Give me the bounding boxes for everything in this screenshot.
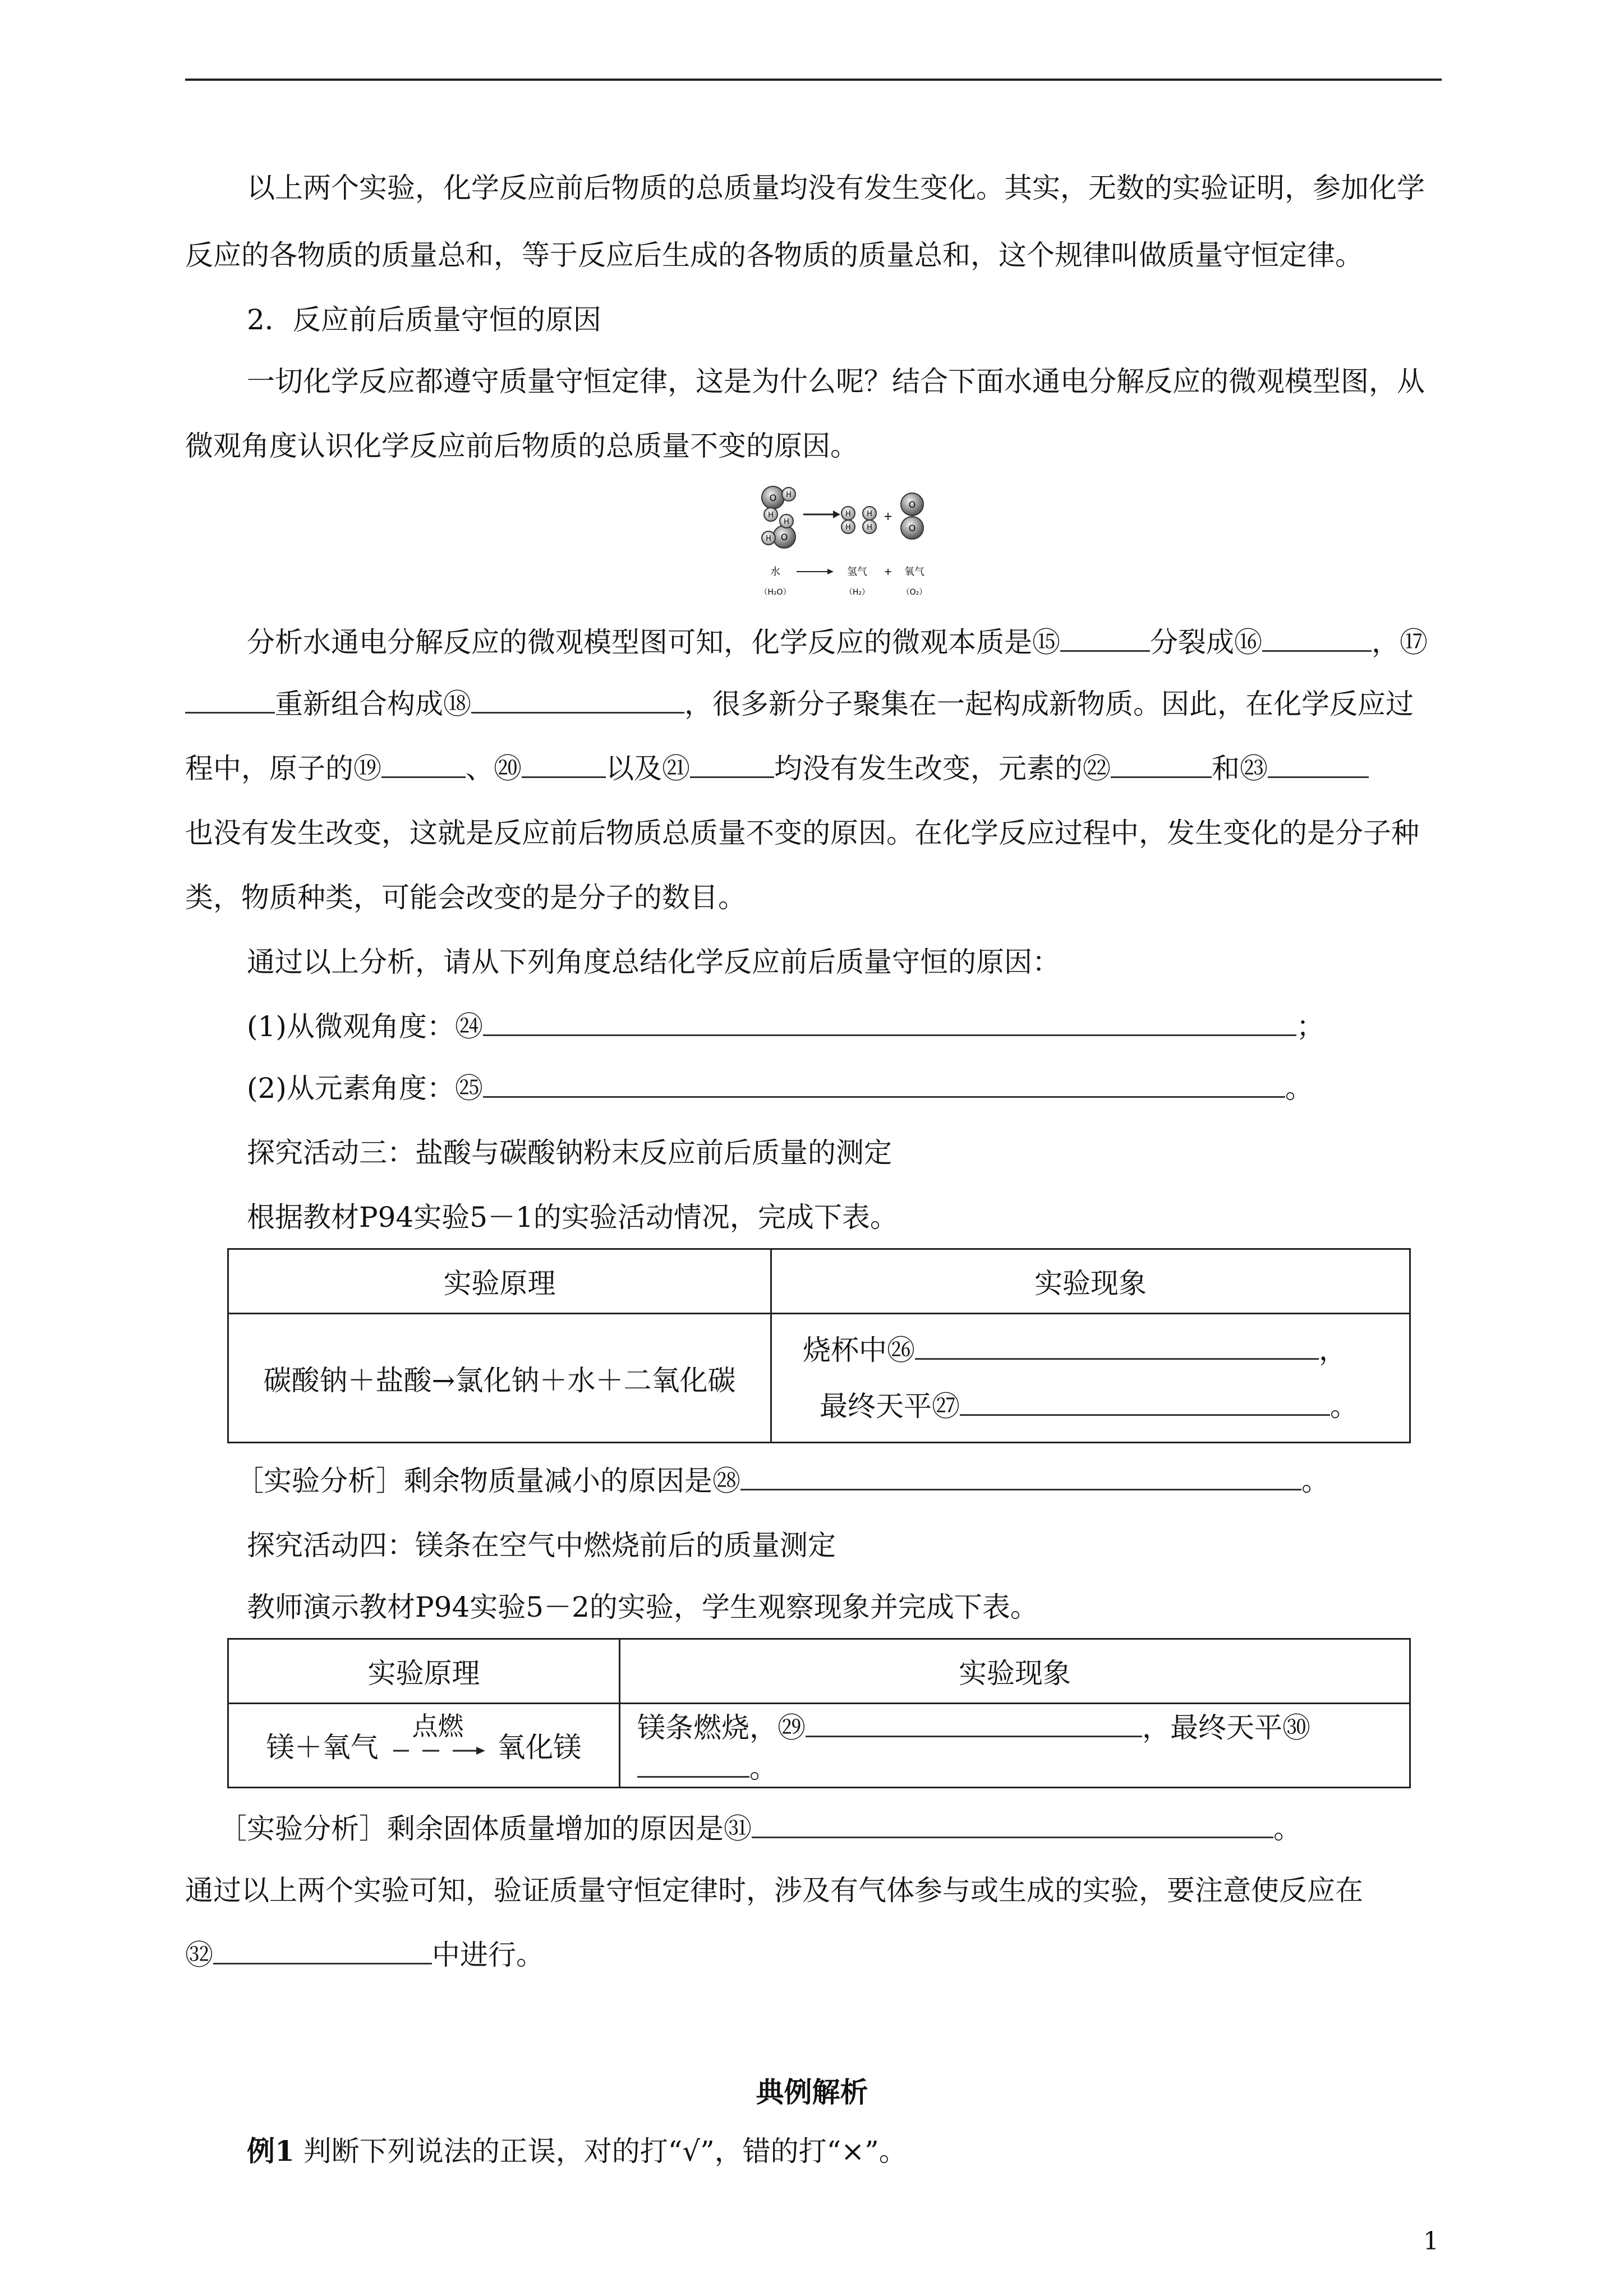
table4-header-phenomenon: 实验现象 <box>620 1639 1410 1704</box>
examples-heading: 典例解析 <box>756 2076 868 2109</box>
svg-text:O: O <box>769 493 777 503</box>
activity3-table <box>227 1248 1411 1443</box>
table3-principle: 碳酸钠＋盐酸→氯化钠＋水＋二氧化碳 <box>228 1314 771 1443</box>
label-arrow-icon <box>797 569 834 574</box>
summary-intro: 通过以上分析，请从下列角度总结化学反应前后质量守恒的原因： <box>247 946 1060 978</box>
activity3-analysis: ［实验分析］剩余物质量减小的原因是㉘ 。 <box>236 1461 1442 1501</box>
analysis-line3: 程中，原子的⑲ 、⑳ 以及㉑ 均没有发生改变，元素的㉒ 和㉓ <box>185 749 1442 788</box>
analysis-line4: 也没有发生改变，这就是反应前后物质总质量不变的原因。在化学反应过程中，发生变化的是分子种 <box>185 817 1419 849</box>
blank-24[interactable] <box>483 1007 1296 1036</box>
ignite-arrow: 点燃 <box>388 1733 489 1766</box>
blank-22[interactable] <box>1111 749 1212 778</box>
blank-30[interactable] <box>637 1749 749 1778</box>
label-oxygen: 氧气 <box>904 566 924 578</box>
para2-line2: 微观角度认识化学反应前后物质的总质量不变的原因。 <box>185 430 858 462</box>
conclusion-line1: 通过以上两个实验可知，验证质量守恒定律时，涉及有气体参与或生成的实验，要注意使反应在 <box>185 1874 1363 1907</box>
table3-header-principle: 实验原理 <box>228 1249 771 1314</box>
svg-text:H: H <box>766 535 771 543</box>
summary-q2: (2)从元素角度：㉕ 。 <box>247 1069 1442 1108</box>
activity3-intro: 根据教材P94实验5－1的实验活动情况，完成下表。 <box>247 1201 898 1234</box>
water-electrolysis-diagram <box>752 480 954 609</box>
svg-text:H: H <box>784 518 789 526</box>
activity4-analysis: ［实验分析］剩余固体质量增加的原因是㉛ 。 <box>219 1809 1442 1848</box>
para1-line1: 以上两个实验，化学反应前后物质的总质量均没有发生变化。其实，无数的实验证明，参加化学 <box>247 172 1425 204</box>
blank-19[interactable] <box>381 749 466 778</box>
svg-text:O: O <box>908 523 916 533</box>
table4-header-principle: 实验原理 <box>228 1639 620 1704</box>
blank-18[interactable] <box>471 685 684 714</box>
blank-31[interactable] <box>752 1810 1273 1838</box>
formula-oxygen: （O₂） <box>901 588 927 597</box>
section-2-title: 2．反应前后质量守恒的原因 <box>247 303 601 336</box>
formula-water: （H₂O） <box>760 588 791 597</box>
blank-32[interactable] <box>213 1936 432 1964</box>
blank-21[interactable] <box>690 749 774 778</box>
blank-27[interactable] <box>960 1387 1330 1416</box>
hydrogen-molecule-2 <box>863 507 876 533</box>
table3-header-phenomenon: 实验现象 <box>771 1249 1410 1314</box>
svg-text:H: H <box>786 491 792 499</box>
analysis-line2: 重新组合构成⑱ ，很多新分子聚集在一起构成新物质。因此，在化学反应过 <box>185 684 1442 724</box>
activity4-table <box>227 1638 1411 1788</box>
analysis-line5: 类，物质种类，可能会改变的是分子的数目。 <box>185 881 746 914</box>
conclusion-line2: ㉜ 中进行。 <box>185 1935 1442 1975</box>
hydrogen-molecule-1 <box>841 507 855 533</box>
activity4-title: 探究活动四：镁条在空气中燃烧前后的质量测定 <box>247 1529 836 1562</box>
blank-15[interactable] <box>1060 623 1150 652</box>
svg-text:H: H <box>867 523 872 532</box>
activity3-title: 探究活动三：盐酸与碳酸钠粉末反应前后质量的测定 <box>247 1137 892 1169</box>
reaction-arrow-icon <box>388 1745 489 1756</box>
label-water: 水 <box>770 566 780 578</box>
svg-text:H: H <box>867 510 872 518</box>
table4-principle: 镁＋氧气 点燃 氧化镁 <box>228 1704 620 1788</box>
svg-text:O: O <box>908 499 916 510</box>
plus-sign: + <box>883 509 893 523</box>
svg-text:O: O <box>780 532 788 542</box>
analysis-line1: 分析水通电分解反应的微观模型图可知，化学反应的微观本质是⑮ 分裂成⑯ ，⑰ <box>247 623 1442 662</box>
blank-29[interactable] <box>806 1709 1142 1737</box>
table4-phenomenon: 镁条燃烧，㉙ ，最终天平㉚。 <box>620 1704 1410 1788</box>
blank-28[interactable] <box>740 1462 1301 1490</box>
blank-25[interactable] <box>483 1069 1285 1098</box>
table3-phenomenon <box>771 1314 1410 1443</box>
blank-20[interactable] <box>522 749 606 778</box>
example-1 <box>247 2132 1442 2171</box>
svg-text:H: H <box>768 511 774 519</box>
formula-hydrogen: （H₂） <box>844 588 870 597</box>
table3-phenomenon-line1: 烧杯中㉖ ， <box>789 1331 1392 1370</box>
para2-line1: 一切化学反应都遵守质量守恒定律，这是为什么呢？结合下面水通电分解反应的微观模型图，从 <box>247 365 1425 398</box>
activity4-intro: 教师演示教材P94实验5－2的实验，学生观察现象并完成下表。 <box>247 1591 1038 1623</box>
label-hydrogen: 氢气 <box>847 566 867 578</box>
header-rule <box>185 79 1442 81</box>
blank-16[interactable] <box>1262 623 1372 652</box>
blank-17[interactable] <box>185 685 275 714</box>
summary-q1: (1)从微观角度：㉔ ； <box>247 1007 1442 1046</box>
blank-23[interactable] <box>1268 749 1369 778</box>
svg-text:H: H <box>845 510 851 518</box>
example-1-text: 判断下列说法的正误，对的打“√”，错的打“×”。 <box>303 2135 907 2168</box>
para1-line2: 反应的各物质的质量总和，等于反应后生成的各物质的质量总和，这个规律叫做质量守恒定律。 <box>185 239 1363 272</box>
example-1-label: 例1 <box>247 2134 295 2168</box>
reaction-arrow-icon <box>803 510 840 518</box>
svg-text:H: H <box>845 523 851 532</box>
table3-phenomenon-line2: 最终天平㉗ 。 <box>789 1387 1392 1426</box>
label-plus: + <box>884 566 892 578</box>
oxygen-molecule <box>901 493 923 539</box>
page-number: 1 <box>1423 2227 1439 2256</box>
blank-26[interactable] <box>915 1331 1319 1360</box>
